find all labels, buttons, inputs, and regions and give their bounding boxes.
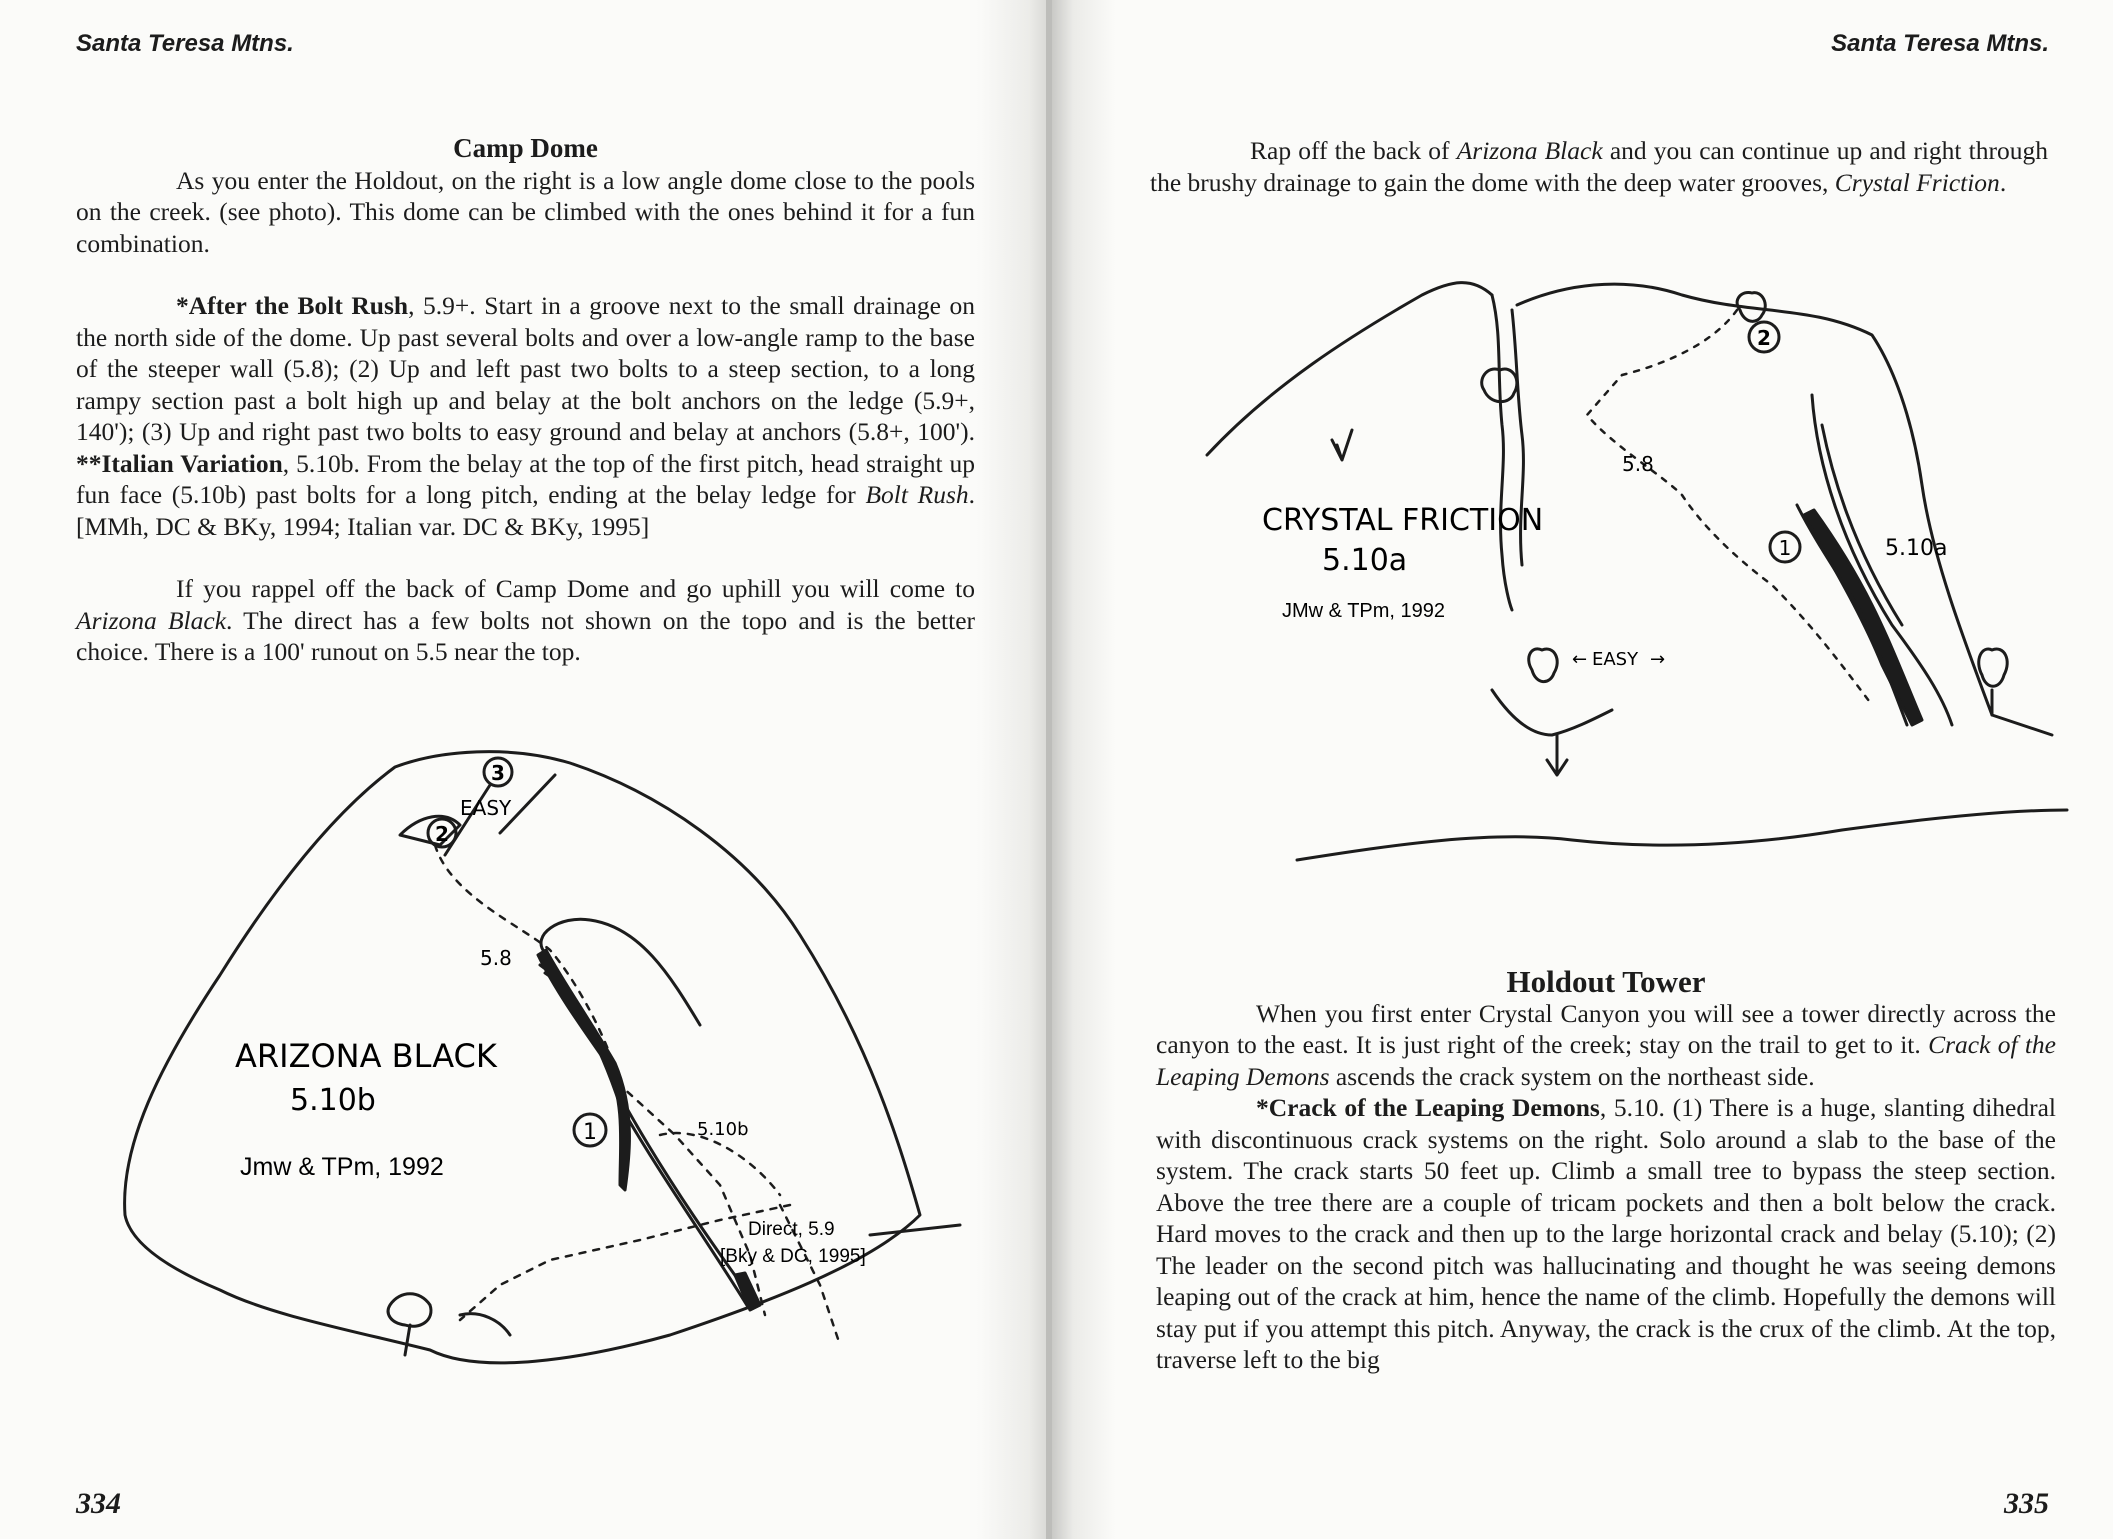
left-dome-outline bbox=[1207, 283, 1492, 455]
right-page bbox=[1052, 0, 2113, 1539]
crystal-friction-topo bbox=[1192, 265, 2113, 865]
cf-credit: JMw & TPm, 1992 bbox=[1282, 600, 1446, 622]
crystal-friction-intro: Rap off the back of Arizona Black and you can continue up and right through the brushy drainage to gain the dome with the deep water grooves, Crystal Friction. bbox=[1150, 136, 2048, 197]
belay-2-number: 2 bbox=[435, 822, 449, 846]
svg-text:→: → bbox=[1650, 649, 1666, 670]
cf-easy-label: EASY bbox=[1592, 649, 1639, 670]
arizona-black-topo bbox=[100, 745, 980, 1375]
svg-text:←: ← bbox=[1572, 649, 1588, 670]
running-header-right: Santa Teresa Mtns. bbox=[1831, 30, 2049, 57]
cf-route-grade: 5.10a bbox=[1322, 543, 1408, 578]
ground-line bbox=[1297, 810, 2067, 860]
route-line-main bbox=[435, 845, 765, 1315]
holdout-tower-heading: Holdout Tower bbox=[1506, 964, 1706, 999]
rappel-paragraph: If you rappel off the back of Camp Dome and go uphill you will come to Arizona Black. The direct has a few bolts not shown on the topo and is the better choice. There is a 100' runout on 5.5 near the top. bbox=[76, 574, 975, 666]
route-name-leaping-demons: *Crack of the Leaping Demons bbox=[1256, 1093, 1600, 1122]
route-name-italian-variation: **Italian Variation bbox=[76, 448, 283, 478]
camp-dome-intro: As you enter the Holdout, on the right is a low angle dome close to the pools on the creek. (see photo). This dome can be climbed with the ones behind it for a fun combination. bbox=[76, 165, 975, 258]
topo-credit: Jmw & TPm, 1992 bbox=[240, 1153, 444, 1181]
page-number-left: 334 bbox=[76, 1487, 121, 1520]
direct-label-line2: [Bky & DC, 1995] bbox=[720, 1246, 866, 1267]
page-number-right: 335 bbox=[2004, 1487, 2049, 1520]
cf-route-name: CRYSTAL FRICTION bbox=[1262, 503, 1544, 538]
pitch-grade-5-8: 5.8 bbox=[480, 946, 512, 970]
cf-pitch-grade-5-8: 5.8 bbox=[1622, 452, 1654, 476]
left-page bbox=[0, 0, 1050, 1539]
route-name-after-bolt-rush: *After the Bolt Rush bbox=[176, 291, 409, 320]
after-bolt-rush-description: *After the Bolt Rush, 5.9+. Start in a groove next to the small drainage on the north side of the dome. Up past several bolts and over a low-angle ramp to the base of the steeper wall (5.8); (2) Up and left past two bolts to a steep section, to a long rampy section past a bolt high up and belay at the bolt anchors on the ledge (5.9+, 140'); (3) Up and right past two bolts to easy ground and belay at anchors (5.8+, 100'). **Italian Variation, 5.10b. From the belay at the top of the first pitch, head straight up fun face (5.10b) past bolts for a long pitch, ending at the belay ledge for Bolt Rush.[MMh, DC & BKy, 1994; Italian var. DC & BKy, 1995] bbox=[76, 291, 975, 541]
cf-belay-1-number: 1 bbox=[1778, 536, 1792, 560]
cf-pitch-grade-5-10a: 5.10a bbox=[1885, 536, 1948, 561]
pitch-grade-5-10b: 5.10b bbox=[697, 1119, 749, 1140]
topo-route-name: ARIZONA BLACK bbox=[235, 1037, 497, 1075]
easy-label: EASY bbox=[460, 796, 512, 820]
direct-label-line1: Direct, 5.9 bbox=[748, 1219, 835, 1240]
holdout-tower-text bbox=[1156, 966, 2056, 1376]
belay-3-number: 3 bbox=[491, 761, 505, 785]
route-line-crystal bbox=[1587, 310, 1872, 705]
camp-dome-heading: Camp Dome bbox=[453, 133, 598, 163]
leaping-demons-description: *Crack of the Leaping Demons, 5.10. (1) There is a huge, slanting dihedral with discontinuous crack systems on the right. Solo around a slab to the base of the system. The crack starts 50 feet up. Climb a small tree to bypass the steep section. Above the tree there are a couple of tricam pockets and then a bolt below the crack. Hard moves to the crack and then up to the large horizontal crack and belay (5.10); (2) The leader on the second pitch was hallucinating and thought he was seeing demons leaping out of the crack at him, hence the name of the climb. Hopefully the demons will stay put if you attempt this pitch. Anyway, the crack is the crux of the climb. At the top, traverse left to the big bbox=[1156, 1093, 2056, 1374]
camp-dome-text bbox=[76, 133, 975, 668]
belay-1-number: 1 bbox=[583, 1120, 597, 1145]
running-header-left: Santa Teresa Mtns. bbox=[76, 30, 294, 57]
topo-route-grade: 5.10b bbox=[290, 1083, 376, 1118]
holdout-tower-intro: When you first enter Crystal Canyon you will see a tower directly across the canyon to the east. It is just right of the creek; stay on the trail to get to it. Crack of the Leaping Demons ascends the crack system on the northeast side. bbox=[1156, 998, 2056, 1091]
cf-belay-2-number: 2 bbox=[1757, 326, 1771, 350]
